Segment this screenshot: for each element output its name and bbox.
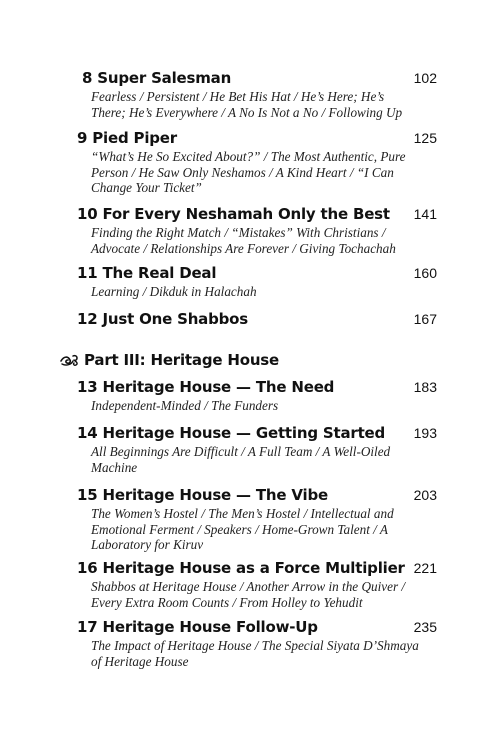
page-number: 102 [413, 70, 437, 86]
toc-entry-13[interactable] [77, 376, 437, 414]
chapter-title: 11 The Real Deal [77, 264, 217, 282]
chapter-title: 16 Heritage House as a Force Multiplier [77, 559, 405, 577]
chapter-title: 10 For Every Neshamah Only the Best [77, 205, 390, 223]
chapter-subtitles: Fearless / Persistent / He Bet His Hat / He’s Here; He’s There; He’s Everywhere / A No Is Not a No / Following Up [91, 89, 403, 120]
chapter-title-row [77, 262, 437, 284]
chapter-title: 13 Heritage House — The Need [77, 378, 335, 396]
chapter-title-row [77, 557, 437, 579]
toc-entry-14[interactable] [77, 422, 437, 475]
chapter-title: 8 Super Salesman [82, 69, 232, 87]
chapter-title-row [77, 616, 437, 638]
page-number: 167 [413, 311, 437, 327]
chapter-subtitles: The Impact of Heritage House / The Special Siyata D’Shmaya of Heritage House [91, 638, 419, 669]
chapter-subtitles: Independent-Minded / The Funders [91, 398, 279, 413]
chapter-title-row [77, 127, 437, 149]
toc-entry-17[interactable] [77, 616, 437, 669]
toc-entry-16[interactable] [77, 557, 437, 610]
page-number: 193 [413, 425, 437, 441]
chapter-subtitles: All Beginnings Are Difficult / A Full Team / A Well-Oiled Machine [91, 444, 391, 475]
chapter-subtitles: “What’s He So Excited About?” / The Most Authentic, Pure Person / He Saw Only Neshamos / A Kind Heart / “I Can Change Your Ticket” [91, 149, 406, 195]
chapter-title-row [77, 484, 437, 506]
chapter-title-row [77, 376, 437, 398]
chapter-title: 14 Heritage House — Getting Started [77, 424, 386, 442]
chapter-title: 15 Heritage House — The Vibe [77, 486, 328, 504]
page-number: 125 [413, 130, 437, 146]
chapter-title: 9 Pied Piper [77, 129, 177, 147]
chapter-title-row [77, 422, 437, 444]
chapter-subtitles: The Women’s Hostel / The Men’s Hostel / Intellectual and Emotional Ferment / Speakers / Home-Grown Talent / A Laboratory for Kiruv [91, 506, 394, 552]
page-number: 183 [413, 379, 437, 395]
chapter-title: 12 Just One Shabbos [77, 310, 249, 328]
toc-entry-11[interactable] [77, 262, 437, 300]
chapter-title-row [77, 203, 437, 225]
chapter-subtitles: Shabbos at Heritage House / Another Arrow in the Quiver / Every Extra Room Counts / From Holley to Yehudit [91, 579, 406, 610]
fleuron-icon [60, 353, 80, 367]
page-number: 141 [413, 206, 437, 222]
page-number: 221 [413, 560, 437, 576]
toc-entry-8[interactable] [82, 67, 437, 120]
chapter-subtitles: Learning / Dikduk in Halachah [91, 284, 257, 299]
chapter-title: 17 Heritage House Follow-Up [77, 618, 318, 636]
toc-entry-12[interactable] [77, 308, 437, 330]
toc-entry-15[interactable] [77, 484, 437, 553]
page-number: 160 [413, 265, 437, 281]
part-heading[interactable] [60, 349, 279, 371]
page-number: 203 [413, 487, 437, 503]
chapter-title-row [82, 67, 437, 89]
part-title: Part III: Heritage House [84, 351, 279, 369]
toc-entry-10[interactable] [77, 203, 437, 256]
page-number: 235 [413, 619, 437, 635]
chapter-subtitles: Finding the Right Match / “Mistakes” With Christians / Advocate / Relationships Are Forever / Giving Tochachah [91, 225, 396, 256]
toc-entry-9[interactable] [77, 127, 437, 196]
chapter-title-row [77, 308, 437, 330]
